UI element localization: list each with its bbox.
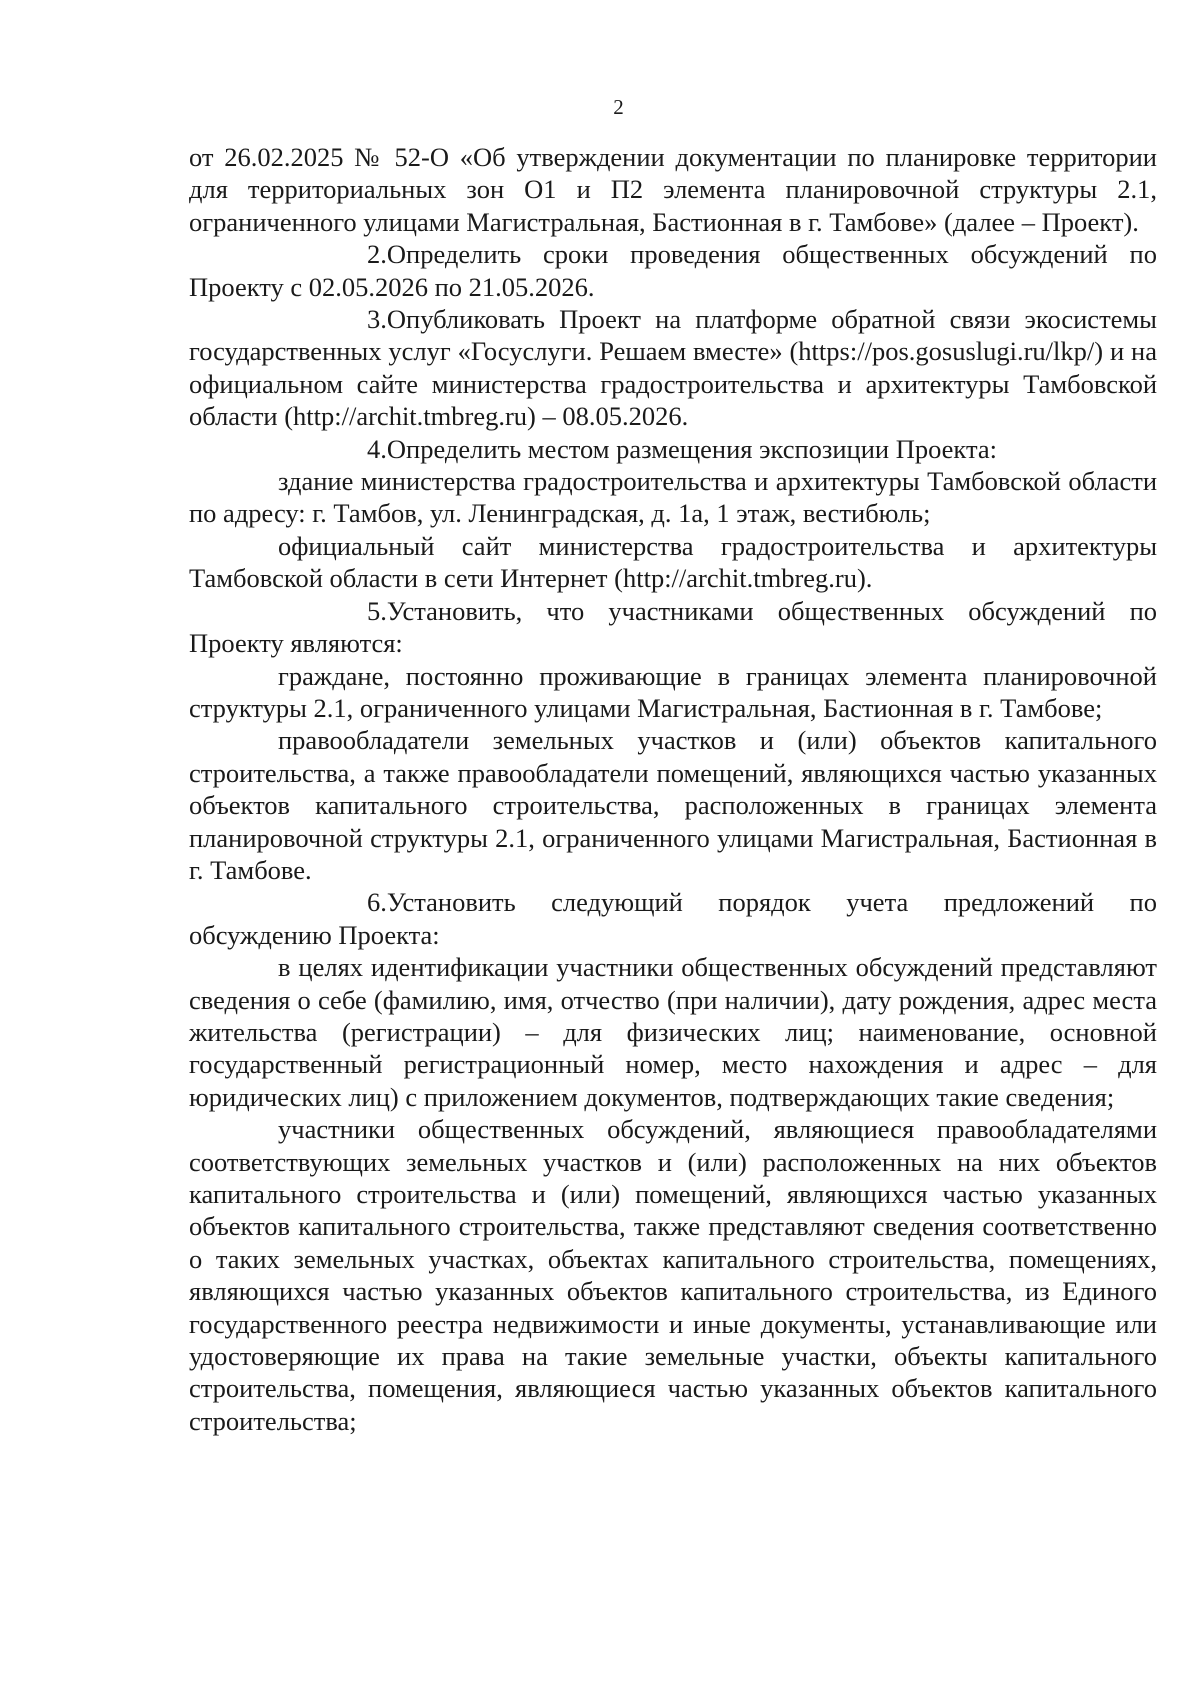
paragraph-text: от 26.02.2025 № 52-О «Об утверждении документации по планировке территории для территориальных зон О1 и П2 элемента планировочной структуры 2.1, ограниченного улицами Магистральная, Бастионная в г. Тамбове» (далее – Проект). — [189, 142, 1157, 237]
paragraph-item-5 — [189, 595, 1157, 660]
paragraph-text: Определить сроки проведения общественных обсуждений по Проекту с 02.05.2026 по 21.05.2026. — [189, 239, 1157, 302]
paragraph-text: здание министерства градостроительства и архитектуры Тамбовской области по адресу: г. Тамбов, ул. Ленинградская, д. 1а, 1 этаж, вестибюль; — [189, 466, 1157, 529]
paragraph-text: Установить, что участниками общественных обсуждений по Проекту являются: — [189, 595, 1157, 659]
paragraph-item-4 — [189, 433, 1157, 465]
paragraph — [189, 660, 1157, 725]
item-number: 3. — [367, 304, 387, 335]
paragraph-text: Установить следующий порядок учета предложений по обсуждению Проекта: — [189, 887, 1157, 950]
paragraph — [189, 1113, 1157, 1437]
page-number: 2 — [613, 95, 624, 119]
item-number: 5. — [367, 595, 387, 626]
paragraph-text: Опубликовать Проект на платформе обратной связи экосистемы государственных услуг «Госуслуги. Решаем вместе» (https://pos.gosuslugi.ru/lkp/) и на официальном сайте министерства градостроительства и архитектуры Тамбовской области (http://archit.tmbreg.ru) – 08.05.2026. — [189, 304, 1157, 432]
document-body — [189, 141, 1157, 1437]
item-number: 4. — [367, 433, 387, 464]
paragraph-item-3 — [189, 303, 1157, 433]
paragraph — [189, 530, 1157, 595]
paragraph-item-6 — [189, 886, 1157, 951]
paragraph-text: участники общественных обсуждений, являющиеся правообладателями соответствующих земельных участков и (или) расположенных на них объектов капитального строительства и (или) помещений, являющихся частью указанных объектов капитального строительства, также представляют сведения соответственно о таких земельных участках, объектах капитального строительства, помещениях, являющихся частью указанных объектов капитального строительства, из Единого государственного реестра недвижимости и иные документы, устанавливающие или удостоверяющие их права на такие земельные участки, объекты капитального строительства, помещения, являющиеся частью указанных объектов капитального строительства; — [189, 1114, 1157, 1436]
paragraph-text: правообладатели земельных участков и (или) объектов капитального строительства, а также правообладатели помещений, являющихся частью указанных объектов капитального строительства, расположенных в границах элемента планировочной структуры 2.1, ограниченного улицами Магистральная, Бастионная в г. Тамбове. — [189, 725, 1157, 885]
paragraph-text: официальный сайт министерства градостроительства и архитектуры Тамбовской области в сети Интернет (http://archit.tmbreg.ru). — [189, 530, 1157, 594]
paragraph — [189, 724, 1157, 886]
paragraph — [189, 141, 1157, 238]
paragraph-text: в целях идентификации участники общественных обсуждений представляют сведения о себе (фамилию, имя, отчество (при наличии), дату рождения, адрес места жительства (регистрации) – для физических лиц; наименование, основной государственный регистрационный номер, место нахождения и адрес – для юридических лиц) с приложением документов, подтверждающих такие сведения; — [189, 952, 1157, 1112]
paragraph-item-2 — [189, 238, 1157, 303]
paragraph-text: граждане, постоянно проживающие в границах элемента планировочной структуры 2.1, ограниченного улицами Магистральная, Бастионная в г. Тамбове; — [189, 660, 1157, 723]
paragraph — [189, 465, 1157, 530]
paragraph-text: Определить местом размещения экспозиции Проекта: — [386, 433, 997, 464]
item-number: 6. — [367, 887, 387, 918]
paragraph — [189, 951, 1157, 1113]
item-number: 2. — [367, 239, 387, 270]
